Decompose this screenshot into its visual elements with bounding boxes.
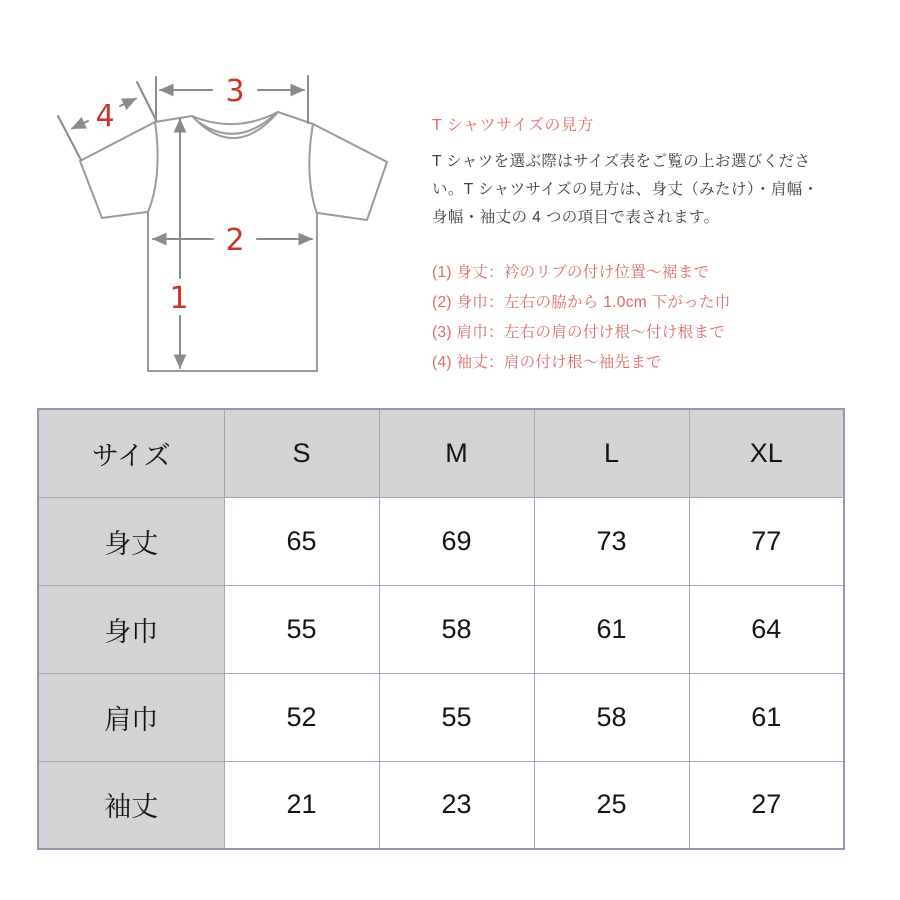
cell-value: 69 [379,497,534,585]
cell-value: 25 [534,761,689,849]
measurement-notes [432,258,877,378]
sleeve-ext-line-left [58,116,81,160]
left-sleeve [80,122,155,218]
cell-value: 21 [224,761,379,849]
description-line: い。T シャツサイズの見方は、身丈（みたけ）・肩幅・ [432,181,819,198]
label-body-width: 2 [225,223,245,258]
sleeve-arrow-left [72,121,88,129]
tshirt-measurement-diagram [50,50,410,390]
header-l: L [534,409,689,497]
cell-value: 52 [224,673,379,761]
row-label: 身巾 [38,585,224,673]
label-body-length: 1 [169,281,189,316]
size-guide-description [432,148,877,232]
left-shoulder-seam [155,116,192,122]
size-guide-title: T シャツサイズの見方 [432,117,594,134]
note-body-width: (2) 身巾：左右の脇から 1.0cm 下がった巾 [432,294,731,311]
cell-value: 73 [534,497,689,585]
label-shoulder-width: 3 [225,74,245,109]
table-row-sleeve-length [38,761,844,849]
cell-value: 61 [689,673,844,761]
row-label: 身丈 [38,497,224,585]
right-sleeve [313,124,387,220]
table-row-body-width [38,585,844,673]
label-sleeve-length: 4 [95,99,115,134]
cell-value: 77 [689,497,844,585]
header-xl: XL [689,409,844,497]
cell-value: 58 [379,585,534,673]
description-line: 身幅・袖丈の 4 つの項目で表されます。 [432,209,720,226]
row-label: 肩巾 [38,673,224,761]
table-header-row [38,409,844,497]
cell-value: 55 [379,673,534,761]
table-row-body-length [38,497,844,585]
header-s: S [224,409,379,497]
row-label: 袖丈 [38,761,224,849]
table-row-shoulder-width [38,673,844,761]
cell-value: 64 [689,585,844,673]
size-guide-info [432,112,877,378]
cell-value: 58 [534,673,689,761]
header-size: サイズ [38,409,224,497]
cell-value: 23 [379,761,534,849]
size-table-container [37,408,845,850]
tshirt-diagram-svg [50,50,410,390]
size-table [37,408,845,850]
sleeve-ext-line-right [137,82,156,120]
note-shoulder-width: (3) 肩巾：左右の肩の付け根〜付け根まで [432,324,726,341]
cell-value: 65 [224,497,379,585]
cell-value: 61 [534,585,689,673]
note-body-length: (1) 身丈：衿のリブの付け位置〜裾まで [432,264,710,281]
cell-value: 27 [689,761,844,849]
description-line: T シャツを選ぶ際はサイズ表をご覧の上お選びくださ [432,153,811,170]
sleeve-arrow-right [120,99,136,107]
note-sleeve-length: (4) 袖丈：肩の付け根〜袖先まで [432,354,662,371]
header-m: M [379,409,534,497]
cell-value: 55 [224,585,379,673]
